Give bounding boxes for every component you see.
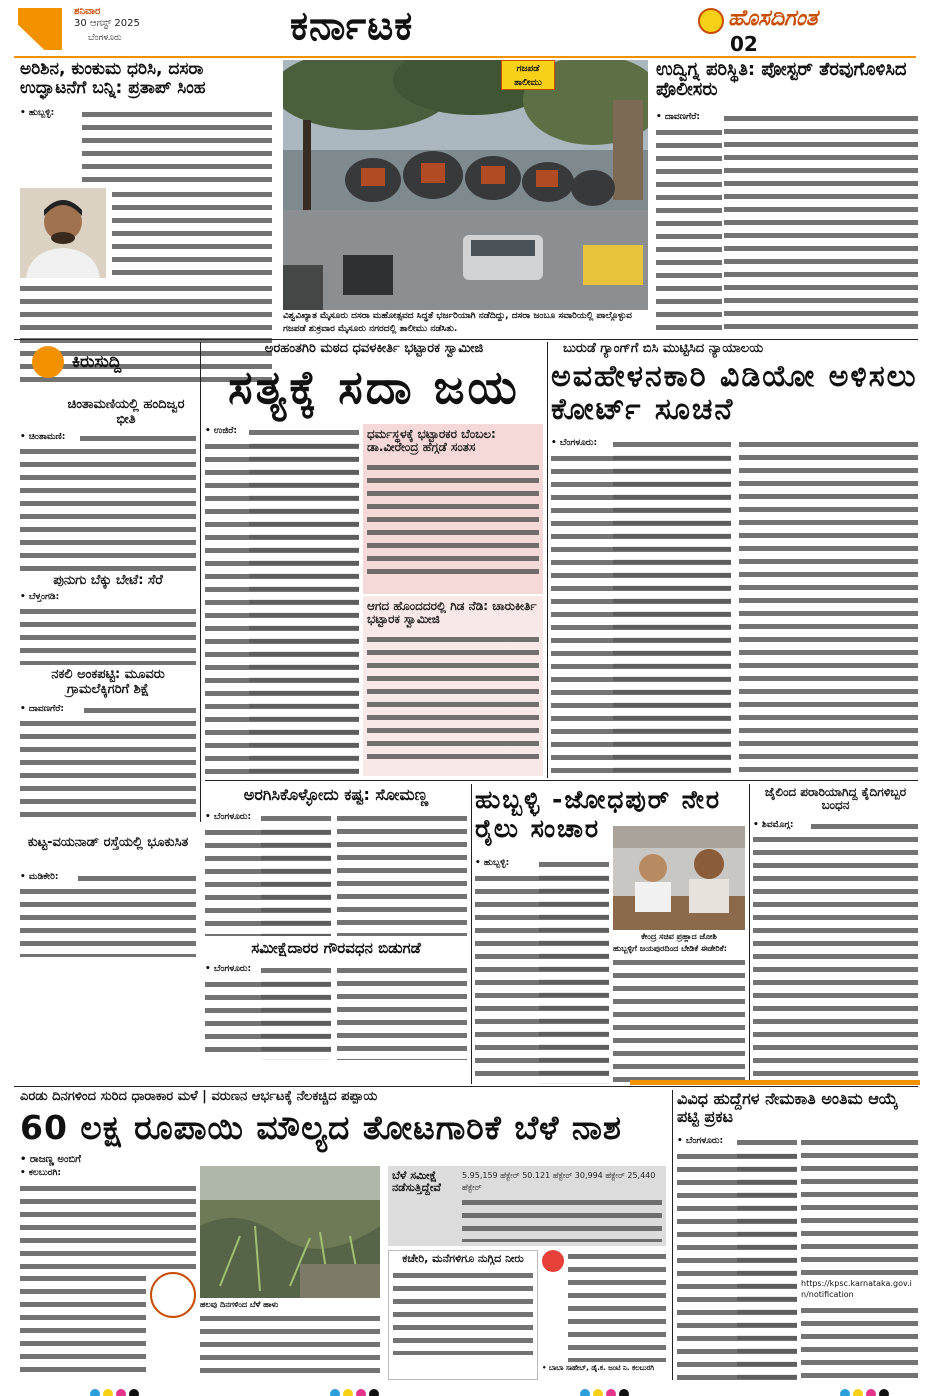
- brief-dateline: • ಬೆಳ್ತಂಗಡಿ:: [20, 592, 60, 602]
- dateline: • ಬೆಂಗಳೂರು:: [205, 812, 252, 822]
- dateline: • ಉಜಿರೆ:: [205, 426, 237, 436]
- photo-caption: ವಿಶ್ವವಿಖ್ಯಾತ ಮೈಸೂರು ದಸರಾ ಮಹೋತ್ಸವದ ಸಿದ್ಧತೆ ಭರ್ಜರಿಯಾಗಿ ನಡೆದಿದ್ದು, ದಸರಾ ಜಂಬೂ ಸವಾರಿಯಲ್ಲಿ ಪಾಲ್ಗೊಳ್ಳುವ ಗಜಪಡೆ ಶುಕ್ರವಾರ ಮೈಸೂರು ನಗರದಲ್ಲಿ ತಾಲೀಮು ನಡೆಸಿತು.: [283, 311, 632, 334]
- row-divider: [14, 339, 918, 340]
- body-text: [724, 112, 918, 336]
- body-text: [613, 956, 745, 1082]
- headline: ಹುಬ್ಬಳ್ಳಿ -ಜೋಧಪುರ್ ನೇರ ರೈಲು ಸಂಚಾರ: [475, 785, 722, 843]
- minister-meeting-image: [613, 826, 745, 930]
- body-text: [568, 1250, 666, 1362]
- elephant-parade-image: [283, 60, 648, 310]
- orange-bar: [630, 1080, 920, 1085]
- box-title: ಧರ್ಮಸ್ಥಳಕ್ಕೆ ಭಟ್ಟಾರಕರ ಬೆಂಬಲ: ಡಾ.ವೀರೇಂದ್ರ ಹೆಗ್ಗಡೆ ಸಂತಸ: [367, 427, 496, 455]
- col-divider: [471, 784, 472, 1084]
- story-crop-loss: [20, 1090, 666, 1380]
- story-survey: [205, 940, 467, 1060]
- dateline: • ಹುಬ್ಬಳ್ಳಿ:: [475, 858, 510, 868]
- body-text: [801, 1136, 918, 1276]
- body-text: [20, 445, 196, 571]
- crop-photo: [200, 1166, 380, 1298]
- headline: ಸಮೀಕ್ಷೆದಾರರ ಗೌರವಧನ ಬಿಡುಗಡೆ: [251, 939, 421, 957]
- top-photo: [283, 60, 648, 310]
- jobs-url[interactable]: https://kpsc.karnataka.gov.in/notification: [801, 1279, 912, 1299]
- story-pratap-simha: [20, 60, 272, 330]
- masthead-date: 30 ಆಗಸ್ಟ್ 2025: [74, 18, 140, 29]
- logo-emblem: [698, 8, 724, 34]
- brief-headline: ಚಿಂತಾಮಣಿಯಲ್ಲಿ ಹಂದಿಜ್ವರ ಭೀತಿ: [67, 397, 185, 427]
- body-text: [78, 872, 196, 885]
- kirusuddi-column-2: [20, 668, 196, 828]
- headline: 60 ಲಕ್ಷ ರೂಪಾಯಿ ಮೌಲ್ಯದ ತೋಟಗಾರಿಕೆ ಬೆಳೆ ನಾಶ: [20, 1108, 622, 1147]
- reg-dots: [840, 1384, 892, 1396]
- headline: ಅರಗಿಸಿಕೊಳ್ಳೋದು ಕಷ್ಟ: ಸೋಮಣ್ಣ: [243, 785, 429, 804]
- officer-credit: • ಬಾಬಾ ಸಾಹೇಬ್, ಡೈ.ಕ. ಜಂಟಿ ನಿ. ಕಲಬುರಗಿ: [542, 1364, 655, 1372]
- body-text: [367, 461, 539, 579]
- brief-headline: ಕುಟ್ಟ-ವಯನಾಡ್ ರಸ್ತೆಯಲ್ಲಿ ಭೂಕುಸಿತ: [27, 835, 189, 850]
- masthead-rule: [14, 56, 916, 58]
- body-text: [82, 108, 272, 186]
- body-text: [739, 438, 918, 778]
- kicker: ಬುರುಡೆ ಗ್ಯಾಂಗ್‌ಗೆ ಬಿಸಿ ಮುಟ್ಟಿಸಿದ ನ್ಯಾಯಾಲಯ: [563, 341, 764, 356]
- body-text: [551, 452, 731, 778]
- stat-value: 50.121 ಹೆಕ್ಟೇರ್: [522, 1171, 573, 1180]
- reg-dots: [90, 1384, 142, 1396]
- dateline: • ದಾವಣಗೆರೆ:: [656, 112, 700, 122]
- body-text: [367, 633, 539, 765]
- body-text: [20, 717, 196, 825]
- body-text: [801, 1304, 918, 1380]
- brief-dateline: • ಚಿಂತಾಮಣಿ:: [20, 432, 66, 442]
- portrait-photo: [20, 188, 106, 278]
- paper-stamp: [150, 1272, 196, 1318]
- body-text: [20, 885, 196, 957]
- flooded-field-image: [200, 1166, 380, 1298]
- photo-tag: [501, 60, 555, 90]
- body-text: [20, 605, 196, 665]
- body-text: [20, 1272, 146, 1380]
- registration-marks: [0, 1384, 930, 1396]
- headline: ಅರಿಶಿನ, ಕುಂಕುಮ ಧರಿಸಿ, ದಸರಾ ಉದ್ಘಾಟನೆಗೆ ಬನ್ನಿ: ಪ್ರತಾಪ್ ಸಿಂಹ: [20, 59, 206, 99]
- col-divider: [749, 784, 750, 1084]
- photo-tag-text: ಗಜಪಡೆ ತಾಲೀಮು: [514, 64, 542, 88]
- dateline: • ಶಿವಮೊಗ್ಗ:: [753, 820, 794, 830]
- body-text: [393, 1269, 533, 1355]
- body-text: [337, 964, 467, 1060]
- story-rail: [475, 786, 745, 1082]
- kirusuddi-label: ಕಿರುಸುದ್ದಿ: [72, 352, 122, 372]
- story-satyakke: [205, 342, 543, 778]
- sidebar-box-1: [363, 424, 543, 594]
- body-text: [205, 978, 331, 1060]
- headline: ಸತ್ಯಕ್ಕೆ ಸದಾ ಜಯ: [228, 360, 520, 414]
- body-text: [656, 126, 722, 336]
- body-text: [337, 812, 467, 936]
- kirusuddi-header: [32, 346, 182, 378]
- body-text: [80, 432, 196, 445]
- kirusuddi-icon: [32, 346, 64, 378]
- headline: ಅವಹೇಳನಕಾರಿ ವಿಡಿಯೋ ಅಳಿಸಲು ಕೋರ್ಟ್ ಸೂಚನೆ: [551, 359, 918, 427]
- stat-value: 25,440 ಹೆಕ್ಟೇರ್: [462, 1171, 656, 1192]
- office-box: [388, 1250, 538, 1380]
- dateline: • ಬೆಂಗಳೂರು:: [205, 964, 252, 974]
- box-title: ಬೆಳೆ ಸಮೀಕ್ಷೆ ನಡೆಸುತ್ತಿದ್ದೇವೆ: [392, 1169, 441, 1195]
- page-number: 02: [730, 32, 758, 56]
- row-divider: [205, 780, 918, 781]
- box-title: ಆಗದ ಹೊಂದದರಲ್ಲಿ ಗಿಡ ನೆಡಿ: ಚಾರುಕೀರ್ತಿ ಭಟ್ಟಾರಕ ಸ್ವಾಮೀಜಿ: [367, 599, 537, 627]
- paper-name: ಹೊಸದಿಗಂತ: [728, 6, 818, 31]
- story-jobs: [677, 1090, 918, 1380]
- body-text: [84, 704, 196, 717]
- headline: ಉದ್ವಿಗ್ನ ಪರಿಸ್ಥಿತಿ: ಪೋಸ್ಟರ್ ತೆರವುಗೊಳಿಸಿದ ಪೊಲೀಸರು: [656, 59, 907, 101]
- reg-dots: [580, 1384, 632, 1396]
- brief-headline: ಪುನುಗು ಬೆಕ್ಕು ಬೇಟೆ: ಸೆರೆ: [53, 573, 163, 588]
- body-text: [475, 872, 609, 1084]
- story-somanna: [205, 786, 467, 936]
- kirusuddi-column-3: [20, 836, 196, 976]
- stat-line: [462, 1170, 662, 1194]
- body-text: [753, 833, 918, 1083]
- quote-icon: [542, 1250, 564, 1272]
- row-divider: [14, 1086, 918, 1087]
- section-marker: [18, 8, 62, 50]
- survey-box: [388, 1166, 666, 1246]
- kicker: ಅರಹಂತಗಿರಿ ಮಠದ ಧವಳಕೀರ್ತಿ ಭಟ್ಟಾರಕ ಸ್ವಾಮೀಜಿ: [264, 341, 484, 356]
- masthead-city: ಬೆಂಗಳೂರು: [88, 33, 122, 43]
- brief-dateline: • ದಾವಣಗೆರೆ:: [20, 704, 64, 714]
- col-divider: [200, 342, 201, 822]
- portrait-svg: [20, 188, 106, 278]
- brief-dateline: • ಮಡಿಕೇರಿ:: [20, 872, 59, 882]
- masthead-day: ಶನಿವಾರ: [74, 6, 101, 17]
- photo-caption: ಕೇಂದ್ರ ಸಚಿವ ಪ್ರಹ್ಲಾದ ಜೋಶಿ: [641, 932, 717, 941]
- body-text: [462, 1196, 662, 1242]
- photo-caption: ಹಲವು ದಿನಗಳಿಂದ ಬೆಳೆ ಹಾಳು: [200, 1300, 279, 1309]
- body-text: [677, 1150, 797, 1380]
- masthead: [0, 0, 930, 56]
- col-divider: [547, 342, 548, 778]
- headline: ವಿವಿಧ ಹುದ್ದೆಗಳ ನೇಮಕಾತಿ ಅಂತಿಮ ಆಯ್ಕೆ ಪಟ್ಟಿ ಪ್ರಕಟ: [677, 1089, 899, 1126]
- sidebar-box-2: [363, 596, 543, 776]
- body-text: [205, 826, 331, 936]
- body-text: [20, 1182, 196, 1270]
- story-jail: [753, 786, 918, 1082]
- kicker: ಎರಡು ದಿನಗಳಿಂದ ಸುರಿದ ಧಾರಾಕಾರ ಮಳೆ | ವರುಣನ ಆರ್ಭಟಕ್ಕೆ ನೆಲಕಚ್ಚಿದ ಪಪ್ಪಾಯ: [20, 1089, 378, 1104]
- story-poster-removal: [656, 60, 918, 336]
- rail-photo: [613, 826, 745, 930]
- brand-logo: [680, 2, 920, 54]
- body-text: [811, 820, 918, 833]
- stat-value: 30,994 ಹೆಕ್ಟೇರ್: [574, 1171, 625, 1180]
- dateline: • ಕಲಬುರಗಿ:: [20, 1168, 62, 1178]
- dateline: • ಹುಬ್ಬಳ್ಳಿ:: [20, 108, 55, 118]
- section-title: ಕರ್ನಾಟಕ: [290, 3, 414, 49]
- dateline: • ಬೆಂಗಳೂರು:: [677, 1136, 724, 1146]
- body-text: [112, 188, 272, 280]
- body-text: [205, 440, 359, 776]
- stat-value: 5.95,159 ಹೆಕ್ಟೇರ್: [462, 1171, 520, 1180]
- rail-subhead-1: ಹುಬ್ಬಳ್ಳಿಗೆ ಜಯಪುರದಿಂದ ಬೇಡಿಕೆ ಈಡೇರಿಕೆ:: [613, 944, 727, 953]
- dateline: • ಬೆಂಗಳೂರು:: [551, 438, 598, 448]
- body-text: [200, 1312, 380, 1380]
- brief-headline: ನಕಲಿ ಅಂಕಪಟ್ಟಿ: ಮೂವರು ಗ್ರಾಮಲೆಕ್ಕಿಗರಿಗೆ ಶಿಕ್ಷೆ: [51, 667, 165, 697]
- headline: ಜೈಲಿಂದ ಪರಾರಿಯಾಗಿದ್ದ ಕೈದಿಗಳಿಬ್ಬರ ಬಂಧನ: [764, 785, 907, 813]
- story-court-video: [551, 342, 918, 778]
- byline: • ರಾಜಣ್ಣ ಅಂಬಿಗೆ: [20, 1154, 81, 1165]
- officer-quote: [542, 1250, 666, 1380]
- reg-dots: [330, 1384, 382, 1396]
- box-title: ಕಚೇರಿ, ಮನೆಗಳಿಗೂ ನುಗ್ಗಿದ ನೀರು: [402, 1252, 524, 1265]
- col-divider: [672, 1090, 673, 1380]
